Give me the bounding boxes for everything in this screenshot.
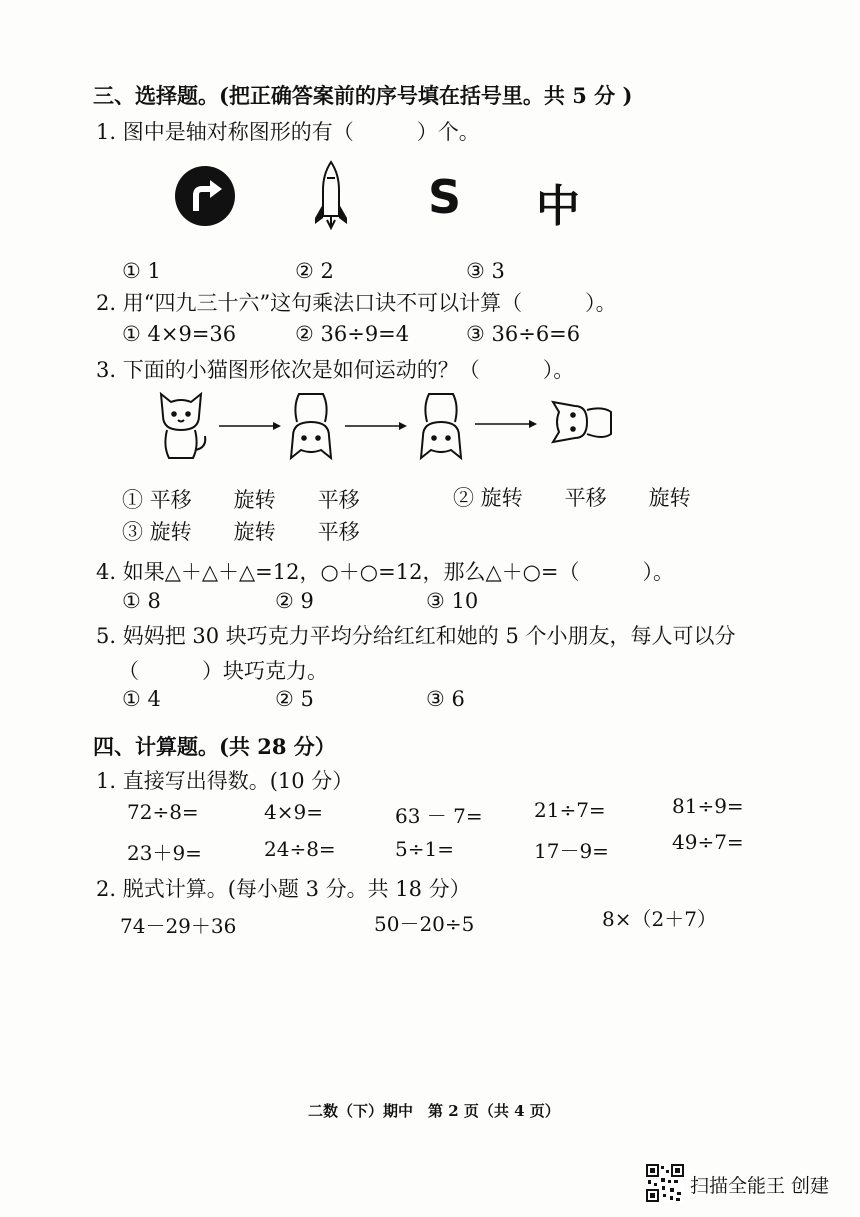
calc-item: 24÷8= [264,837,336,861]
qr-code-icon [646,1164,684,1202]
q3-option-1: ① 平移 旋转 平移 [122,488,360,512]
cat-3-icon [421,394,461,458]
q1-option-3: ③ 3 [466,259,505,283]
cat-1-icon [161,394,205,458]
expression-item: 74－29＋36 [120,914,237,938]
q4-option-1: ① 8 [122,589,161,613]
page-footer: 二数（下）期中 第 2 页（共 4 页） [308,1102,560,1120]
arrow-2-icon [345,422,407,430]
cat-4-icon [553,402,611,442]
calc-item: 17－9= [534,839,609,863]
cat-motion-sequence [155,388,615,464]
q1-option-1: ① 1 [122,259,161,283]
q5-stem-line1: 5. 妈妈把 30 块巧克力平均分给红红和她的 5 个小朋友，每人可以分 [96,624,736,648]
q5-option-2: ② 5 [275,687,314,711]
figure-char-zhong: 中 [536,181,580,232]
q1-option-2: ② 2 [295,259,334,283]
q5-stem-line2: （ ）块巧克力。 [118,659,328,683]
q3-option-3: ③ 旋转 旋转 平移 [122,520,360,544]
section3-title: 三、选择题。(把正确答案前的序号填在括号里。共 5 分 ) [93,83,633,108]
q2-option-1: ① 4×9=36 [122,322,237,346]
scanner-watermark: 扫描全能王 创建 [690,1175,830,1197]
q2-option-3: ③ 36÷6=6 [466,322,581,346]
q4-stem: 4. 如果△＋△＋△=12，○＋○=12，那么△＋○=（ ）。 [96,560,675,584]
calc-item: 21÷7= [534,798,606,822]
rocket-icon [313,160,349,230]
q3-stem: 3. 下面的小猫图形依次是如何运动的？（ ）。 [96,358,575,382]
arrow-1-icon [219,422,281,430]
q5-option-1: ① 4 [122,687,161,711]
q3-option-2: ② 旋转 平移 旋转 [453,486,691,510]
calc-item: 23＋9= [127,841,202,865]
q5-option-3: ③ 6 [426,687,465,711]
q2-option-2: ② 36÷9=4 [295,322,410,346]
figure-letter-s: S [428,170,462,224]
calc-item: 5÷1= [395,837,454,861]
calc-item: 72÷8= [127,800,199,824]
section4-title: 四、计算题。(共 28 分） [93,734,336,759]
calc-item: 4×9= [264,800,323,824]
calc-q1-stem: 1. 直接写出得数。(10 分） [96,769,354,793]
cat-2-icon [291,394,331,458]
q4-option-3: ③ 10 [426,589,479,613]
q4-option-2: ② 9 [275,589,314,613]
turn-right-sign-icon [174,165,236,227]
q1-stem: 1. 图中是轴对称图形的有（ ）个。 [96,120,480,144]
calc-q2-stem: 2. 脱式计算。(每小题 3 分。共 18 分） [96,877,471,901]
q2-stem: 2. 用“四九三十六”这句乘法口诀不可以计算（ ）。 [96,291,617,315]
calc-item: 49÷7= [672,830,744,854]
calc-item: 63 － 7= [395,804,483,828]
calc-item: 81÷9= [672,794,744,818]
arrow-3-icon [475,420,537,428]
expression-item: 8×（2＋7） [602,907,717,931]
expression-item: 50－20÷5 [374,912,475,936]
